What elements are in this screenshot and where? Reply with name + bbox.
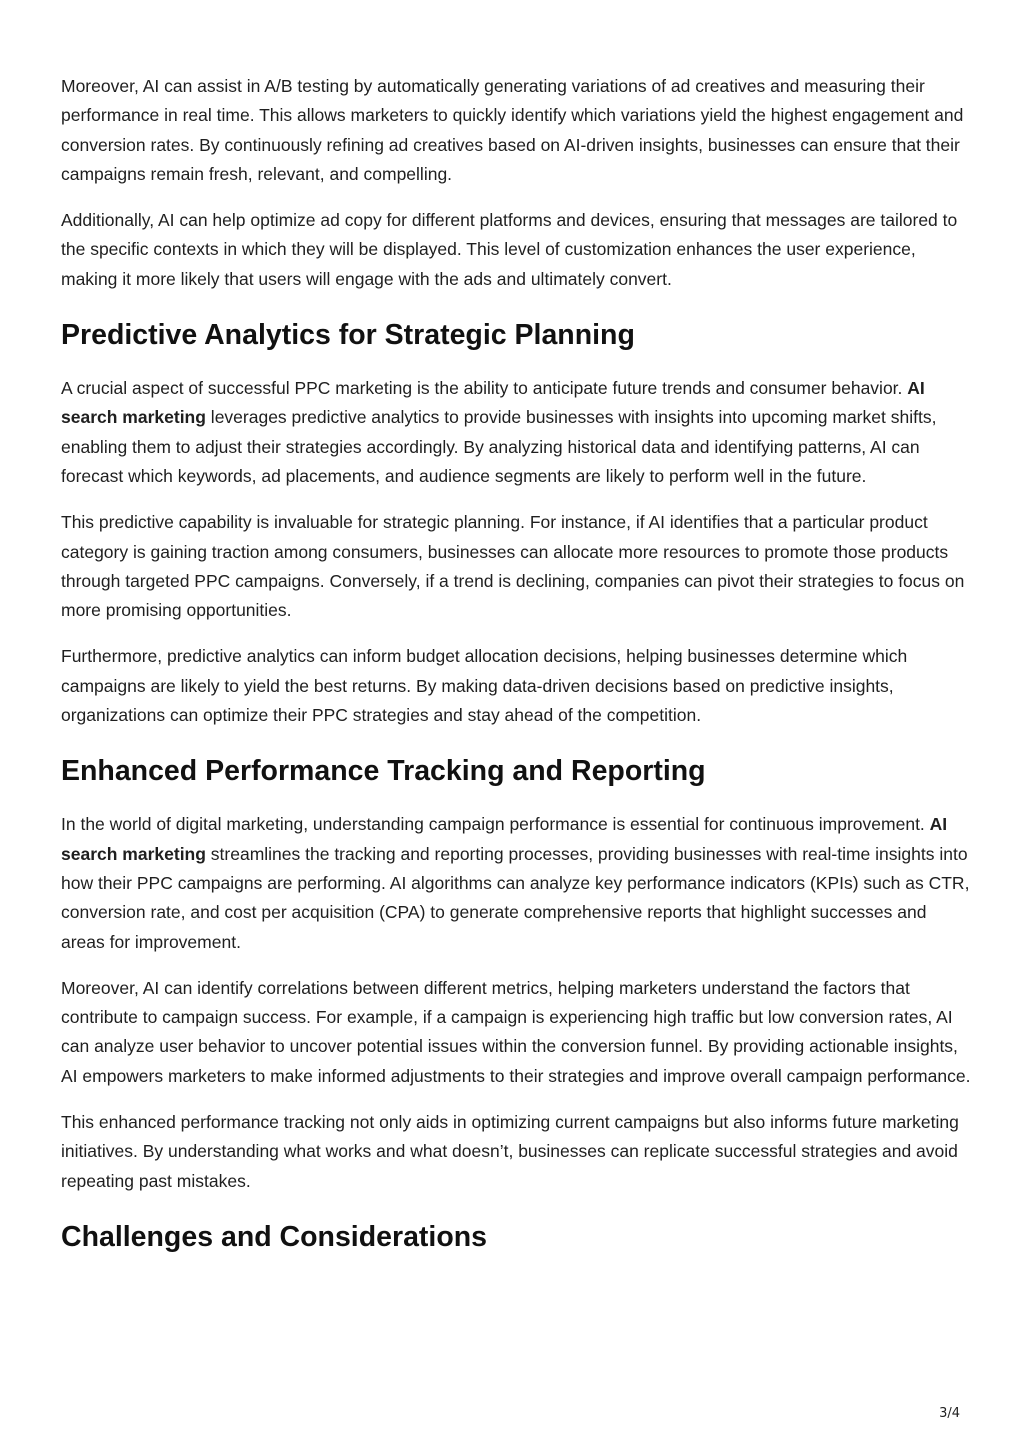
- paragraph-budget-allocation: Furthermore, predictive analytics can inform budget allocation decisions, helping businesses determine which campaigns are likely to yield the best returns. By making data-driven decisions based on predictive insights, organizations can optimize their PPC strategies and stay ahead of the competition.: [61, 646, 908, 726]
- heading-performance-tracking: Enhanced Performance Tracking and Reporting: [61, 755, 706, 788]
- page-number: 3/4: [939, 1406, 960, 1421]
- paragraph-correlations: Moreover, AI can identify correlations between different metrics, helping marketers understand the factors that contribute to campaign success. For example, if a campaign is experiencing high traffic but low conversion rates, AI can analyze user behavior to uncover potential issues within the conversion funnel. By providing actionable insights, AI empowers marketers to make informed adjustments to their strategies and improve overall campaign performance.: [61, 977, 971, 1086]
- paragraph-predictive-intro: [61, 374, 971, 491]
- document-page: [61, 72, 971, 1276]
- text-span: A crucial aspect of successful PPC marketing is the ability to anticipate future trends and consumer behavior.: [61, 378, 908, 399]
- paragraph-ab-testing: Moreover, AI can assist in A/B testing by automatically generating variations of ad creatives and measuring their performance in real time. This allows marketers to quickly identify which variations yield the highest engagement and conversion rates. By continuously refining ad creatives based on AI-driven insights, businesses can ensure that their campaigns remain fresh, relevant, and compelling.: [61, 76, 964, 184]
- bold-keyword: AI search marketing: [61, 378, 925, 428]
- text-span: In the world of digital marketing, understanding campaign performance is essential for continuous improvement.: [61, 814, 930, 835]
- paragraph-future-initiatives: This enhanced performance tracking not only aids in optimizing current campaigns but also informs future marketing initiatives. By understanding what works and what doesn’t, businesses can replicate successful strategies and avoid repeating past mistakes.: [61, 1112, 959, 1191]
- text-span: streamlines the tracking and reporting processes, providing businesses with real-time insights into how their PPC campaigns are performing. AI algorithms can analyze key performance indicators (KPIs) such as CTR, conversion rate, and cost per acquisition (CPA) to generate comprehensive reports that highlight successes and areas for improvement.: [61, 843, 970, 952]
- paragraph-tracking-intro: [61, 810, 971, 956]
- bold-keyword: AI search marketing: [61, 814, 948, 864]
- heading-predictive-analytics: Predictive Analytics for Strategic Planning: [61, 319, 635, 352]
- heading-challenges: Challenges and Considerations: [61, 1220, 487, 1253]
- paragraph-ad-copy: Additionally, AI can help optimize ad copy for different platforms and devices, ensuring that messages are tailored to the specific contexts in which they will be displayed. This level of customization enhances the user experience, making it more likely that users will engage with the ads and ultimately convert.: [61, 210, 958, 289]
- text-span: leverages predictive analytics to provide businesses with insights into upcoming market shifts, enabling them to adjust their strategies accordingly. By analyzing historical data and identifying patterns, AI can forecast which keywords, ad placements, and audience segments are likely to perform well in the future.: [61, 407, 937, 486]
- paragraph-predictive-capability: This predictive capability is invaluable for strategic planning. For instance, if AI identifies that a particular product category is gaining traction among consumers, businesses can allocate more resources to promote those products through targeted PPC campaigns. Conversely, if a trend is declining, companies can pivot their strategies to focus on more promising opportunities.: [61, 512, 965, 621]
